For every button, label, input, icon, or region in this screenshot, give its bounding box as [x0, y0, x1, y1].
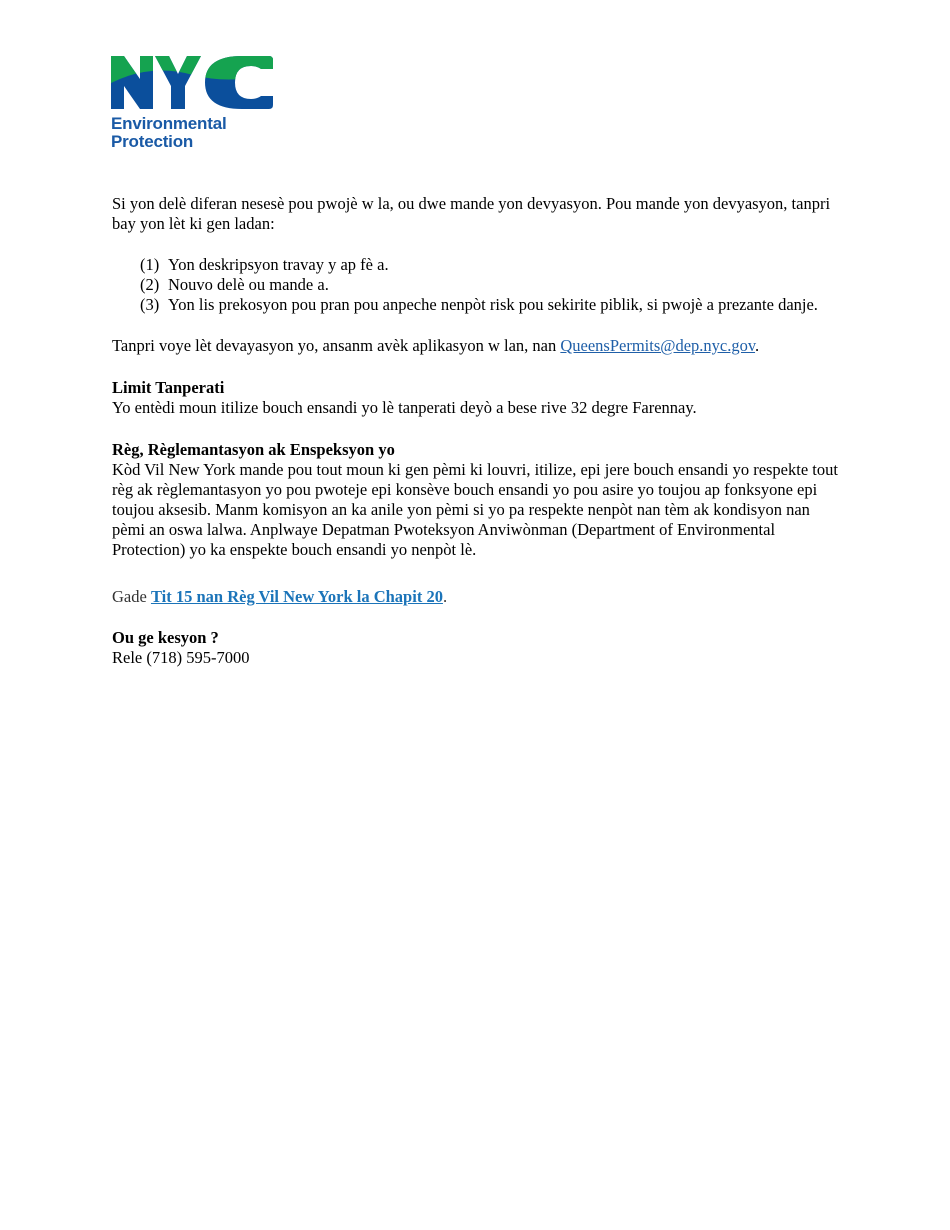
email-link[interactable]: QueensPermits@dep.nyc.gov — [560, 336, 756, 355]
logo-line-protection: Protection — [111, 132, 194, 151]
send-instructions — [112, 336, 842, 356]
list-item-text: Yon lis prekosyon pou pran pou anpeche nenpòt risk pou sekirite piblik, si pwojè a prezante danje. — [168, 295, 818, 314]
list-item-number: (1) — [140, 255, 160, 274]
rules-section — [112, 440, 842, 560]
questions-heading: Ou ge kesyon ? — [112, 628, 219, 647]
see-prefix: Gade — [112, 587, 151, 606]
list-item-text: Yon deskripsyon travay y ap fè a. — [168, 255, 389, 274]
questions-section — [112, 628, 842, 668]
intro-paragraph: Si yon delè diferan nesesè pou pwojè w la, ou dwe mande yon devyasyon. Pou mande yon devyasyon, tanpri bay yon lèt ki gen ladan: — [112, 194, 831, 233]
rules-body: Kòd Vil New York mande pou tout moun ki gen pèmi ki louvri, itilize, epi jere bouch ensandi yo respekte tout règ ak règlemantasyon yo pou pwoteje epi konsève bouch ensandi yo pou asire yo toujou ap fonksyone epi toujou aksesib. Manm komisyon an ka anile yon pèmi si yo pa respekte nenpòt nan tèm ak kondisyon nan pèmi an oswa lalwa. Anplwaye Depatman Pwoteksyon Anviwònman (Department of Environmental Protection) yo ka enspekte bouch ensandi yo nenpòt lè. — [112, 460, 838, 559]
list-item-number: (2) — [140, 275, 160, 294]
nyc-dep-logo — [111, 55, 281, 155]
questions-phone: Rele (718) 595-7000 — [112, 648, 250, 667]
send-text: Tanpri voye lèt devayasyon yo, ansanm avèk aplikasyon w lan, nan — [112, 336, 561, 355]
list-item-text: Nouvo delè ou mande a. — [168, 275, 329, 294]
see-rules-line — [112, 587, 842, 607]
temperature-heading: Limit Tanperati — [112, 378, 225, 397]
see-suffix: . — [442, 587, 448, 606]
nyc-logo-mark-icon — [111, 55, 275, 111]
list-item-number: (3) — [140, 295, 160, 314]
temperature-body: Yo entèdi moun itilize bouch ensandi yo lè tanperati deyò a bese rive 32 degre Farennay. — [112, 398, 697, 417]
list-item — [140, 255, 842, 275]
requirements-list — [112, 255, 842, 315]
logo-line-environmental: Environmental — [111, 114, 227, 133]
list-item — [140, 275, 842, 295]
rules-chapter-link[interactable]: Tit 15 nan Règ Vil New York la Chapit 20 — [150, 587, 443, 606]
temperature-section — [112, 378, 842, 418]
rules-heading: Règ, Règlemantasyon ak Enspeksyon yo — [112, 440, 395, 459]
document-body — [112, 194, 842, 668]
list-item — [140, 295, 842, 315]
send-period: . — [755, 336, 760, 355]
